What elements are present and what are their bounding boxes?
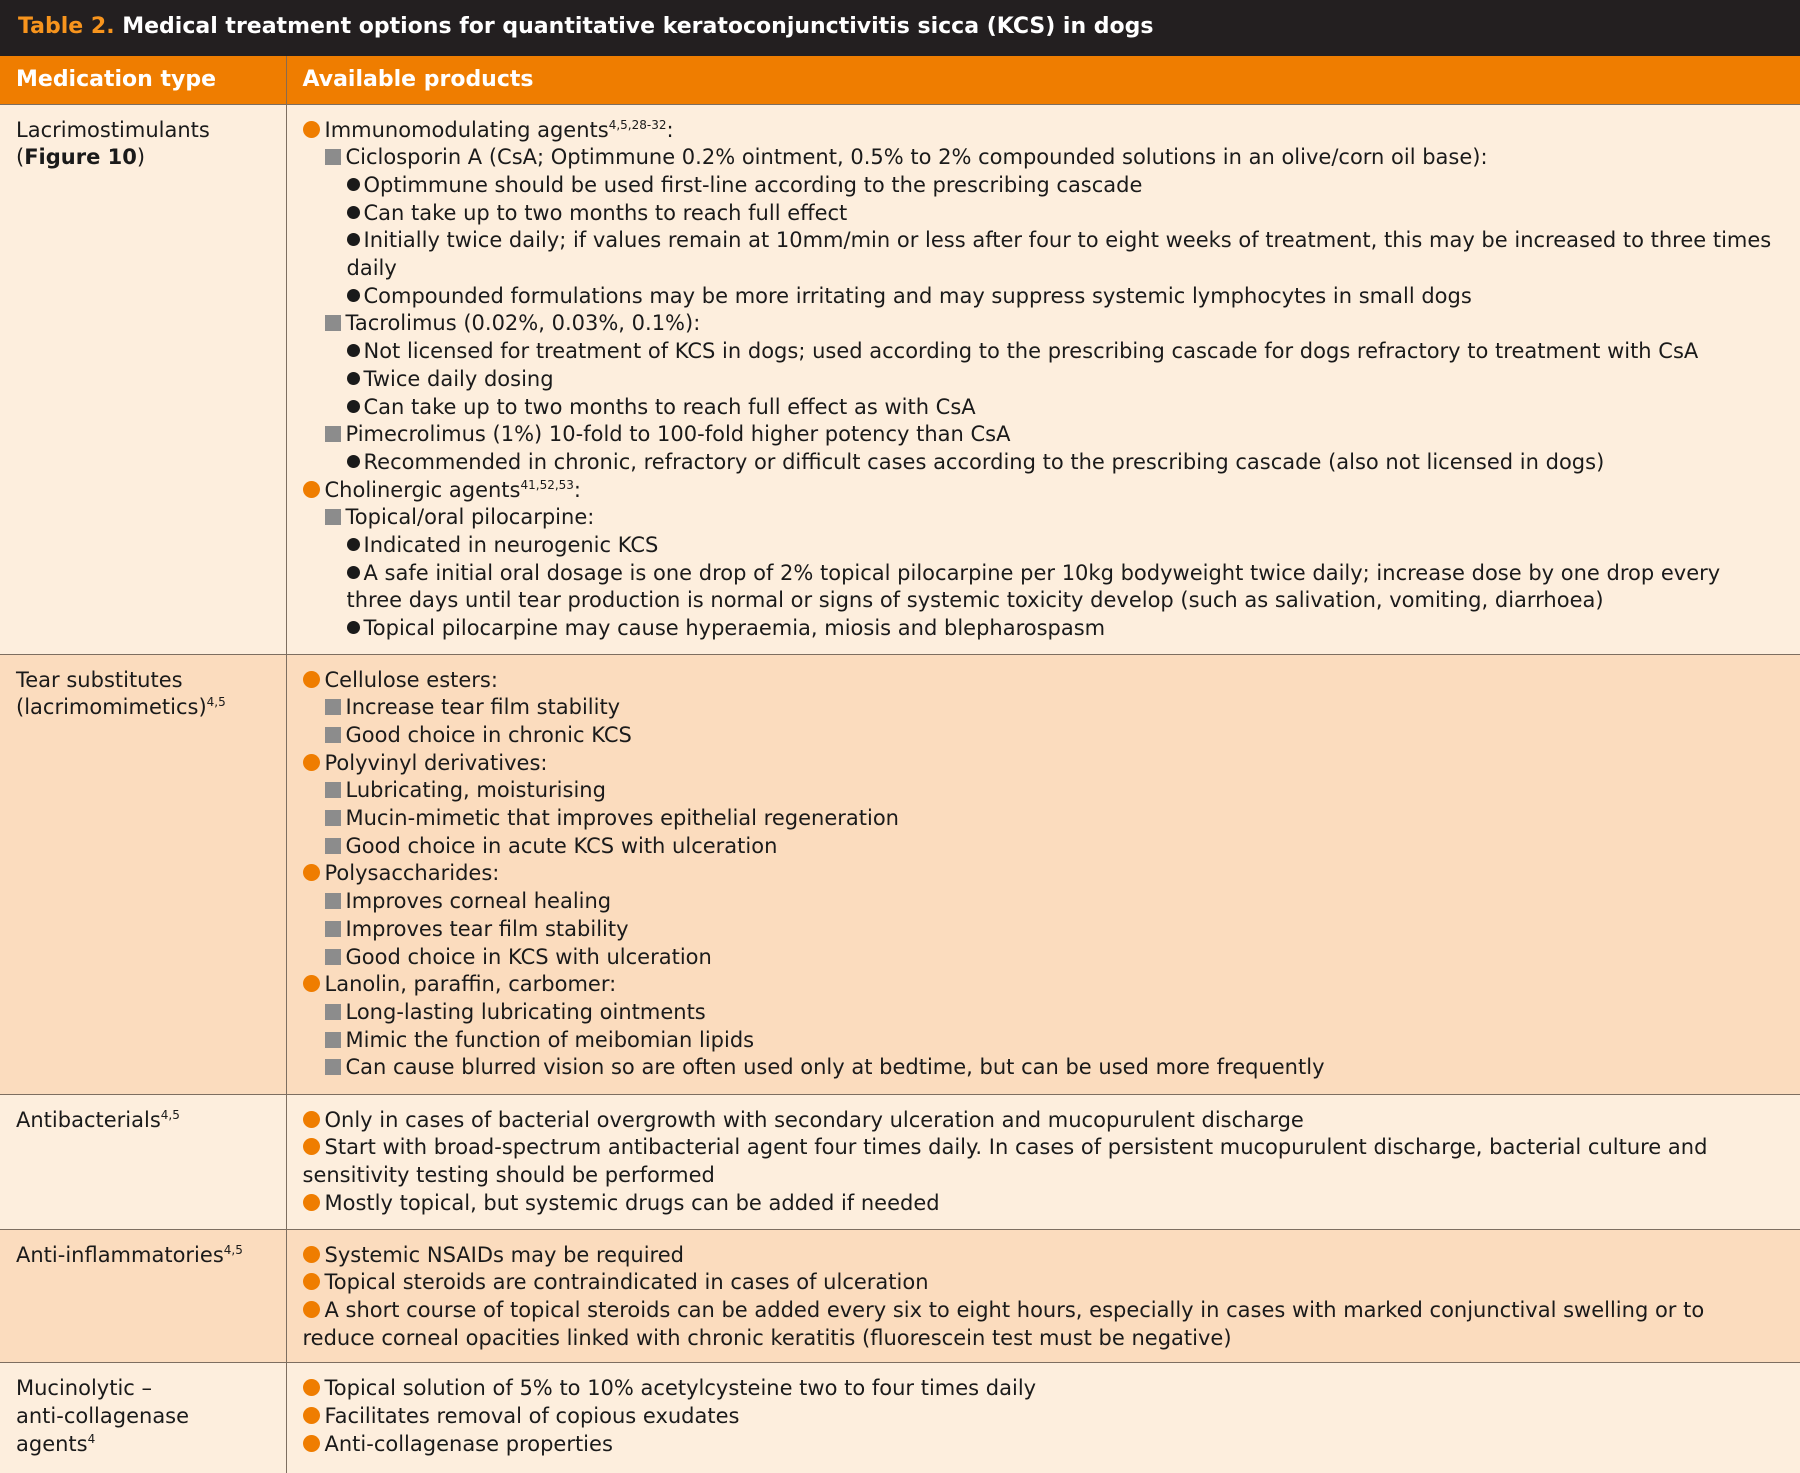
header-available-products: Available products <box>286 56 1800 104</box>
list-item: Topical steroids are contraindicated in cases of ulceration <box>303 1269 1785 1297</box>
grey-square-bullet-icon <box>325 893 341 909</box>
list-item: Long-lasting lubricating ointments <box>303 999 1785 1027</box>
list-item: Topical pilocarpine may cause hyperaemia, miosis and blepharospasm <box>303 615 1785 643</box>
grey-square-bullet-icon <box>325 727 341 743</box>
type-line: Anti-inflammatories$^{4,5}$ <box>16 1242 243 1267</box>
list-item-continuation: three days until tear production is normal or signs of systemic toxicity develop (such as salivation, vomiting, diarrhoea) <box>346 588 1604 613</box>
list-item: Good choice in KCS with ulceration <box>303 944 1785 972</box>
table-row-antibacterials <box>0 1094 1800 1229</box>
grey-square-bullet-icon <box>325 810 341 826</box>
black-dot-bullet-icon <box>347 400 360 413</box>
grey-square-bullet-icon <box>325 1004 341 1020</box>
type-line: anti-collagenase agents$^4$ <box>16 1404 190 1456</box>
orange-bullet-icon <box>303 1273 320 1290</box>
list-item: Lanolin, paraffin, carbomer: <box>303 971 1785 999</box>
treatment-table <box>0 56 1800 1473</box>
orange-bullet-icon <box>303 1246 320 1263</box>
table-caption: Medical treatment options for quantitative keratoconjunctivitis sicca (KCS) in dogs <box>122 14 1154 39</box>
list-item: Systemic NSAIDs may be required <box>303 1242 1785 1270</box>
black-dot-bullet-icon <box>347 566 360 579</box>
header-row <box>0 56 1800 104</box>
list-item: Topical solution of 5% to 10% acetylcysteine two to four times daily <box>303 1375 1785 1403</box>
grey-square-bullet-icon <box>325 1032 341 1048</box>
black-dot-bullet-icon <box>347 178 360 191</box>
type-line: Antibacterials$^{4,5}$ <box>16 1107 180 1132</box>
type-line: Lacrimostimulants <box>16 117 210 142</box>
orange-bullet-icon <box>303 1435 320 1452</box>
list-item: Topical/oral pilocarpine: <box>303 504 1785 532</box>
orange-bullet-icon <box>303 864 320 881</box>
list-item: Good choice in acute KCS with ulceration <box>303 833 1785 861</box>
orange-bullet-icon <box>303 1379 320 1396</box>
list-item-continuation: sensitivity testing should be performed <box>302 1162 715 1187</box>
orange-bullet-icon <box>303 754 320 771</box>
list-item: Can take up to two months to reach full effect <box>303 200 1785 228</box>
list-item: Anti-collagenase properties <box>303 1431 1785 1459</box>
list-item: Can take up to two months to reach full effect as with CsA <box>303 394 1785 422</box>
list-item: Compounded formulations may be more irritating and may suppress systemic lymphocytes in small dogs <box>303 283 1785 311</box>
list-item: Pimecrolimus (1%) 10-fold to 100-fold higher potency than CsA <box>303 421 1785 449</box>
list-item: Twice daily dosing <box>303 366 1785 394</box>
grey-square-bullet-icon <box>325 699 341 715</box>
grey-square-bullet-icon <box>325 782 341 798</box>
black-dot-bullet-icon <box>347 455 360 468</box>
orange-bullet-icon <box>303 1111 320 1128</box>
medication-type-cell <box>0 1229 286 1363</box>
table-title <box>0 0 1800 56</box>
list-item: Tacrolimus (0.02%, 0.03%, 0.1%): <box>303 310 1785 338</box>
list-item: Not licensed for treatment of KCS in dogs; used according to the prescribing cascade for dogs refractory to treatment with CsA <box>303 338 1785 366</box>
black-dot-bullet-icon <box>347 621 360 634</box>
list-item: Ciclosporin A (CsA; Optimmune 0.2% ointment, 0.5% to 2% compounded solutions in an olive/corn oil base): <box>303 144 1785 172</box>
grey-square-bullet-icon <box>325 838 341 854</box>
table-row-anti-inflammatories <box>0 1229 1800 1363</box>
list-item: Improves tear film stability <box>303 916 1785 944</box>
list-item: Mucin-mimetic that improves epithelial regeneration <box>303 805 1785 833</box>
black-dot-bullet-icon <box>347 233 360 246</box>
orange-bullet-icon <box>303 481 320 498</box>
list-item: Mostly topical, but systemic drugs can be added if needed <box>303 1190 1785 1218</box>
black-dot-bullet-icon <box>347 344 360 357</box>
list-item: A short course of topical steroids can be added every six to eight hours, especially in cases with marked conjunctival swelling or to <box>303 1297 1785 1325</box>
grey-square-bullet-icon <box>325 426 341 442</box>
black-dot-bullet-icon <box>347 372 360 385</box>
table-row-lacrimostimulants <box>0 104 1800 654</box>
list-item: Polysaccharides: <box>303 860 1785 888</box>
black-dot-bullet-icon <box>347 538 360 551</box>
list-item: Immunomodulating agents$^{4,5,28-32}$: <box>303 117 1785 145</box>
available-products-cell <box>286 654 1800 1094</box>
orange-bullet-icon <box>303 1194 320 1211</box>
list-item: Lubricating, moisturising <box>303 777 1785 805</box>
medication-type-cell <box>0 104 286 654</box>
list-item: A safe initial oral dosage is one drop of 2% topical pilocarpine per 10kg bodyweight twice daily; increase dose by one drop every <box>303 560 1785 588</box>
orange-bullet-icon <box>303 975 320 992</box>
list-item: Mimic the function of meibomian lipids <box>303 1027 1785 1055</box>
list-item: Increase tear film stability <box>303 694 1785 722</box>
figure-reference: Figure 10 <box>24 145 137 170</box>
black-dot-bullet-icon <box>347 289 360 302</box>
list-item: Start with broad-spectrum antibacterial agent four times daily. In cases of persistent mucopurulent discharge, bacterial culture and <box>303 1134 1785 1162</box>
table-row-tear-substitutes <box>0 654 1800 1094</box>
available-products-cell <box>286 104 1800 654</box>
grey-square-bullet-icon <box>325 921 341 937</box>
table-row-mucinolytic <box>0 1363 1800 1473</box>
list-item: Only in cases of bacterial overgrowth with secondary ulceration and mucopurulent discharge <box>303 1107 1785 1135</box>
list-item: Polyvinyl derivatives: <box>303 750 1785 778</box>
grey-square-bullet-icon <box>325 149 341 165</box>
orange-bullet-icon <box>303 671 320 688</box>
medication-type-cell <box>0 1094 286 1229</box>
available-products-cell <box>286 1094 1800 1229</box>
orange-bullet-icon <box>303 1138 320 1155</box>
list-item-continuation: reduce corneal opacities linked with chronic keratitis (fluorescein test must be negative) <box>302 1325 1232 1350</box>
orange-bullet-icon <box>303 1301 320 1318</box>
orange-bullet-icon <box>303 1407 320 1424</box>
grey-square-bullet-icon <box>325 949 341 965</box>
list-item: Good choice in chronic KCS <box>303 722 1785 750</box>
list-item: Recommended in chronic, refractory or difficult cases according to the prescribing cascade (also not licensed in dogs) <box>303 449 1785 477</box>
available-products-cell <box>286 1229 1800 1363</box>
grey-square-bullet-icon <box>325 315 341 331</box>
type-line: (Figure 10) <box>16 145 146 170</box>
black-dot-bullet-icon <box>347 206 360 219</box>
type-line: Tear substitutes <box>16 667 183 692</box>
orange-bullet-icon <box>303 121 320 138</box>
list-item: Improves corneal healing <box>303 888 1785 916</box>
available-products-cell <box>286 1363 1800 1473</box>
type-line: Mucinolytic – <box>16 1376 153 1401</box>
table-number: Table 2. <box>18 14 115 39</box>
list-item: Facilitates removal of copious exudates <box>303 1403 1785 1431</box>
grey-square-bullet-icon <box>325 509 341 525</box>
list-item: Cholinergic agents$^{41,52,53}$: <box>303 477 1785 505</box>
list-item: Initially twice daily; if values remain at 10mm/min or less after four to eight weeks of treatment, this may be increased to three times <box>303 227 1785 255</box>
type-line: (lacrimomimetics)$^{4,5}$ <box>16 695 226 720</box>
list-item-continuation: daily <box>346 256 397 281</box>
medication-type-cell <box>0 1363 286 1473</box>
list-item: Optimmune should be used first-line according to the prescribing cascade <box>303 172 1785 200</box>
medication-type-cell <box>0 654 286 1094</box>
list-item: Cellulose esters: <box>303 667 1785 695</box>
list-item: Indicated in neurogenic KCS <box>303 532 1785 560</box>
grey-square-bullet-icon <box>325 1059 341 1075</box>
header-medication-type: Medication type <box>0 56 286 104</box>
list-item: Can cause blurred vision so are often used only at bedtime, but can be used more frequently <box>303 1054 1785 1082</box>
